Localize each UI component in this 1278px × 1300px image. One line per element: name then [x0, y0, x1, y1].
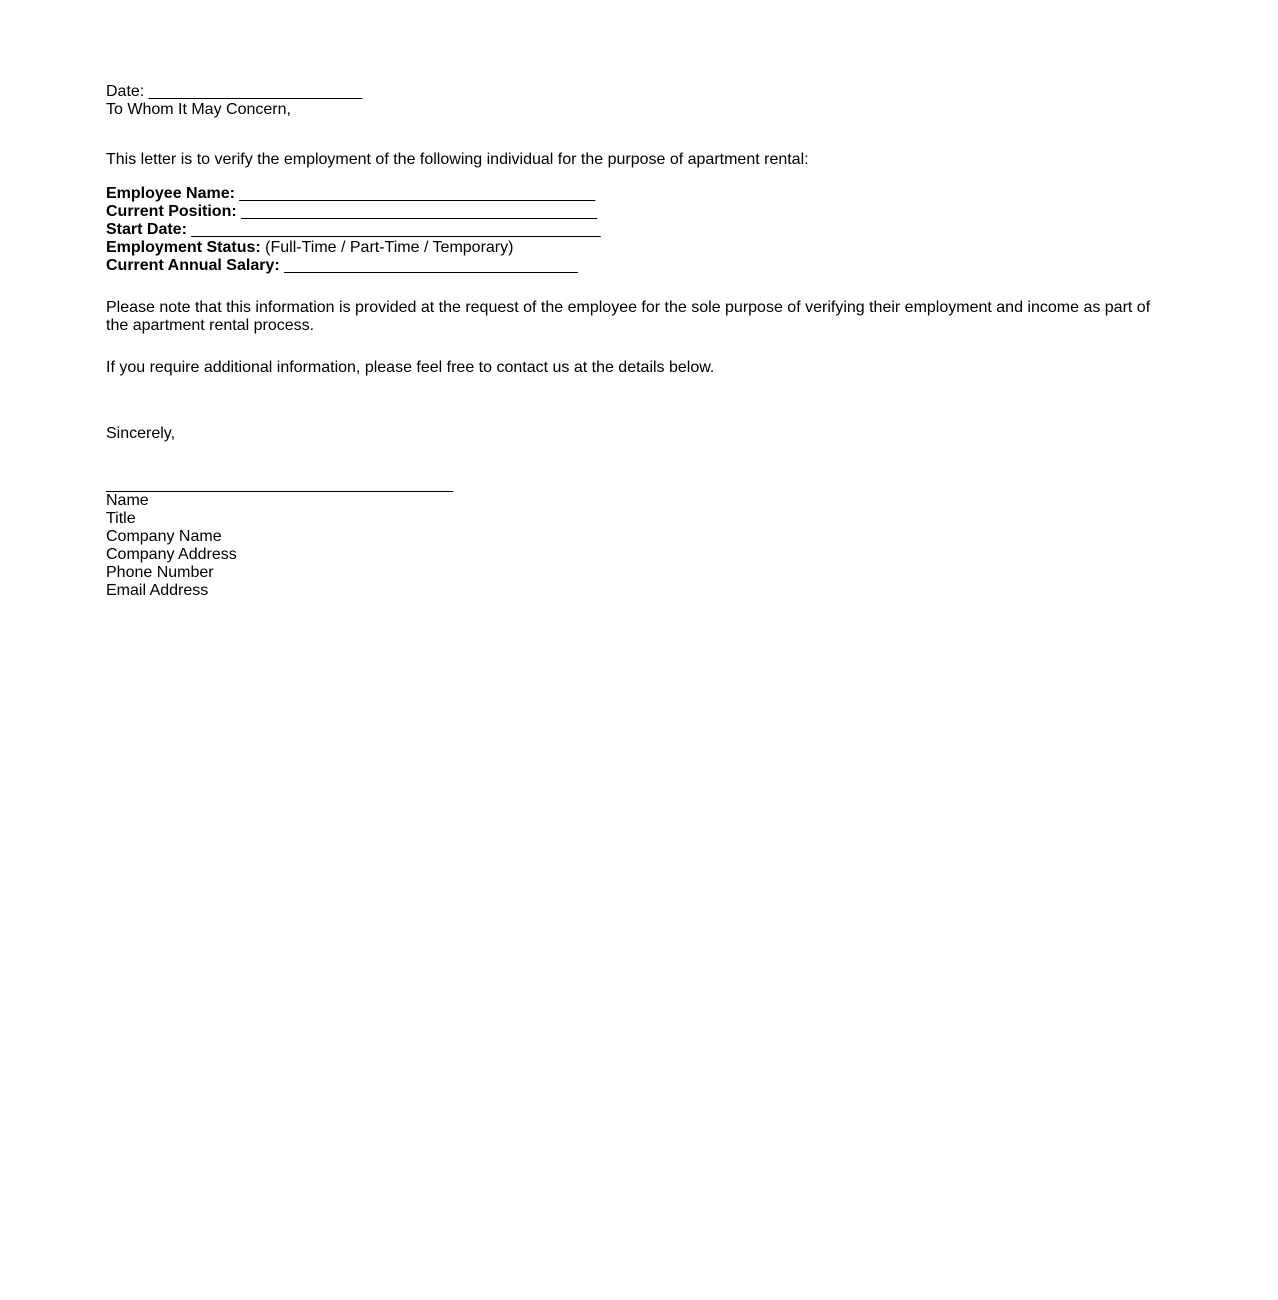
spacer: [106, 119, 1166, 151]
field-employee-name: [106, 185, 1166, 203]
field-label: Current Annual Salary:: [106, 257, 280, 274]
spacer: [106, 443, 1166, 491]
intro-paragraph: This letter is to verify the employment of the following individual for the purpose of apartment rental:: [106, 151, 809, 168]
field-label: Employee Name:: [106, 185, 235, 202]
field-value: (Full-Time / Part-Time / Temporary): [265, 239, 514, 256]
field-label: Start Date:: [106, 221, 187, 238]
date-label: Date:: [106, 83, 145, 100]
signature-company-address: Company Address: [106, 546, 237, 563]
field-employment-status: [106, 239, 1166, 257]
signature-name: Name: [106, 492, 149, 509]
spacer: [106, 377, 1166, 425]
field-value: _________________________________: [284, 257, 578, 274]
note-paragraph: Please note that this information is provided at the request of the employee for the sole purpose of verifying their employment and income as part of the apartment rental process.: [106, 299, 1151, 334]
employee-fields: [106, 185, 1166, 275]
field-annual-salary: [106, 257, 1166, 275]
field-label: Employment Status:: [106, 239, 261, 256]
letter-document: [106, 83, 1166, 600]
salutation: To Whom It May Concern,: [106, 101, 291, 118]
signature-title: Title: [106, 510, 136, 527]
date-blank: ________________________: [148, 83, 363, 100]
closing: Sincerely,: [106, 425, 176, 442]
field-start-date: [106, 221, 1166, 239]
spacer: [106, 335, 1166, 359]
field-value: ________________________________________: [239, 185, 596, 202]
field-current-position: [106, 203, 1166, 221]
signature-email: Email Address: [106, 582, 209, 599]
spacer: [106, 275, 1166, 299]
signature-phone: Phone Number: [106, 564, 214, 581]
signature-company-name: Company Name: [106, 528, 222, 545]
contact-paragraph: If you require additional information, please feel free to contact us at the details below.: [106, 359, 715, 376]
field-value: ______________________________________________: [191, 221, 601, 238]
date-line: [106, 83, 1166, 101]
field-value: ________________________________________: [241, 203, 598, 220]
spacer: [106, 169, 1166, 185]
signature-block: [106, 492, 1166, 600]
field-label: Current Position:: [106, 203, 237, 220]
